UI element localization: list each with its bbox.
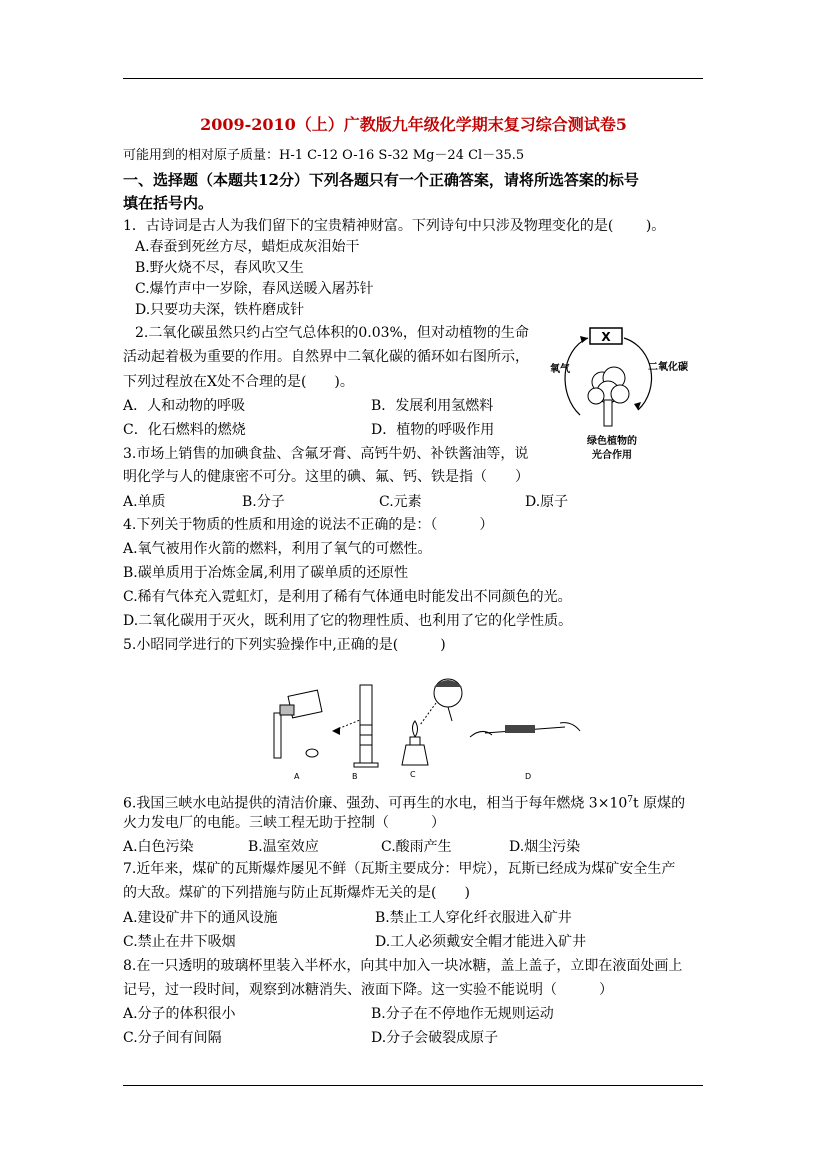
q2-stem-3: 下列过程放在X处不合理的是( )。 (123, 374, 354, 390)
q1-option-d: D.只要功夫深，铁杵磨成针 (135, 302, 305, 318)
q6-option-d: D.烟尘污染 (509, 839, 581, 855)
cycle-arc-left (565, 338, 588, 415)
q6-stem-1-text: 6.我国三峡水电站提供的清洁价廉、强劲、可再生的水电，相当于每年燃烧 3×10 (123, 795, 628, 812)
q7-stem-1: 7.近年来，煤矿的瓦斯爆炸屡见不鲜（瓦斯主要成分：甲烷），瓦斯已经成为煤矿安全生产 (123, 861, 676, 877)
q7-stem-2: 的大敌。煤矿的下列措施与防止瓦斯爆炸无关的是( ) (123, 885, 470, 901)
section-heading-1: 一、选择题（本题共12分）下列各题只有一个正确答案，请将所选答案的标号 (123, 171, 639, 189)
section-heading-2: 填在括号内。 (123, 194, 214, 212)
q6-option-b: B.温室效应 (248, 839, 319, 855)
q7-option-a: A.建设矿井下的通风设施 (123, 910, 278, 926)
q1-option-c: C.爆竹声中一岁除，春风送暖入屠苏针 (135, 281, 374, 297)
label-photosynthesis-2: 光合作用 (592, 450, 632, 461)
q6-exponent: 7 (627, 795, 633, 805)
q3-option-a: A.单质 (123, 494, 166, 510)
label-oxygen: 氧气 (550, 364, 570, 375)
q4-option-c: C.稀有气体充入霓虹灯，是利用了稀有气体通电时能发出不同颜色的光。 (123, 589, 572, 605)
q8-option-b: B.分子在不停地作无规则运动 (371, 1006, 554, 1022)
q6-stem-2: 火力发电厂的电能。三峡工程无助于控制（ ） (123, 815, 445, 831)
q6-option-a: A.白色污染 (123, 839, 194, 855)
q8-stem-2: 记号，过一段时间，观察到冰糖消失、液面下降。这一实验不能说明（ ） (123, 982, 613, 998)
q3-option-b: B.分子 (242, 494, 285, 510)
q3-stem-1: 3.市场上销售的加碘食盐、含氟牙膏、高钙牛奶、补铁酱油等，说 (123, 446, 529, 462)
figure-label-a: A (294, 772, 300, 781)
q4-option-a: A.氧气被用作火箭的燃料，利用了氧气的可燃性。 (123, 541, 432, 557)
q7-option-b: B.禁止工人穿化纤衣服进入矿井 (375, 910, 572, 926)
q4-option-d: D.二氧化碳用于灭火，既利用了它的物理性质、也利用了它的化学性质。 (123, 613, 573, 629)
figure-d-heating (470, 723, 580, 737)
tree-icon (588, 367, 629, 426)
q1-option-a: A.春蚕到死丝方尽，蜡炬成灰泪始干 (135, 239, 360, 255)
q3-option-d: D.原子 (525, 494, 569, 510)
q2-option-a: A．人和动物的呼吸 (123, 398, 246, 414)
q3-stem-2: 明化学与人的健康密不可分。这里的碘、氟、钙、铁是指（ ） (123, 469, 529, 485)
q2-stem-1: 2.二氧化碳虽然只约占空气总体积的0.03%，但对动植物的生命 (135, 325, 529, 341)
q8-stem-1: 8.在一只透明的玻璃杯里装入半杯水，向其中加入一块冰糖，盖上盖子，立即在液面处画上 (123, 958, 683, 974)
q2-option-b: B．发展利用氢燃料 (371, 398, 494, 414)
co2-cycle-figure (540, 320, 700, 465)
q1-option-b: B.野火烧不尽，春风吹又生 (135, 260, 304, 276)
figure-label-b: B (352, 772, 358, 781)
q2-stem-2: 活动起着极为重要的作用。自然界中二氧化碳的循环如右图所示， (123, 349, 529, 365)
q7-option-d: D.工人必须戴安全帽才能进入矿井 (375, 934, 587, 950)
q6-stem-1-end: t 原煤的 (633, 795, 686, 812)
q8-option-a: A.分子的体积很小 (123, 1006, 236, 1022)
q7-option-c: C.禁止在井下吸烟 (123, 934, 236, 950)
figure-b-cylinder (332, 685, 378, 767)
q6-option-c: C.酸雨产生 (381, 839, 452, 855)
label-photosynthesis-1: 绿色植物的 (587, 436, 637, 447)
figure-label-c: C (410, 770, 416, 779)
q2-option-d: D．植物的呼吸作用 (371, 422, 495, 438)
q8-option-d: D.分子会破裂成原子 (371, 1030, 499, 1046)
figure-c-alcohol-lamp (402, 679, 462, 765)
q5-lab-figure (260, 665, 590, 785)
q4-option-b: B.碳单质用于冶炼金属,利用了碳单质的还原性 (123, 565, 409, 581)
top-rule (123, 78, 703, 79)
cycle-arc-right (624, 338, 652, 410)
figure-label-d: D (525, 772, 532, 781)
figure-a-test-tube (274, 690, 322, 758)
label-co2: 二氧化碳 (648, 362, 688, 373)
x-box-label: X (601, 330, 611, 344)
q6-stem-1 (123, 790, 685, 814)
q3-option-c: C.元素 (379, 494, 422, 510)
q4-stem: 4.下列关于物质的性质和用途的说法不正确的是：（ ） (123, 517, 494, 533)
q5-stem: 5.小昭同学进行的下列实验操作中,正确的是( ) (123, 637, 446, 653)
q1-stem: 1．古诗词是古人为我们留下的宝贵精神财富。下列诗句中只涉及物理变化的是( )。 (123, 218, 666, 234)
page-title: 2009-2010（上）广教版九年级化学期末复习综合测试卷5 (200, 115, 627, 134)
atomic-masses: 可能用到的相对原子质量：H-1 C-12 O-16 S-32 Mg－24 Cl－35.5 (123, 148, 525, 163)
bottom-rule (123, 1085, 703, 1086)
q2-option-c: C．化石燃料的燃烧 (123, 422, 246, 438)
q8-option-c: C.分子间有间隔 (123, 1030, 222, 1046)
